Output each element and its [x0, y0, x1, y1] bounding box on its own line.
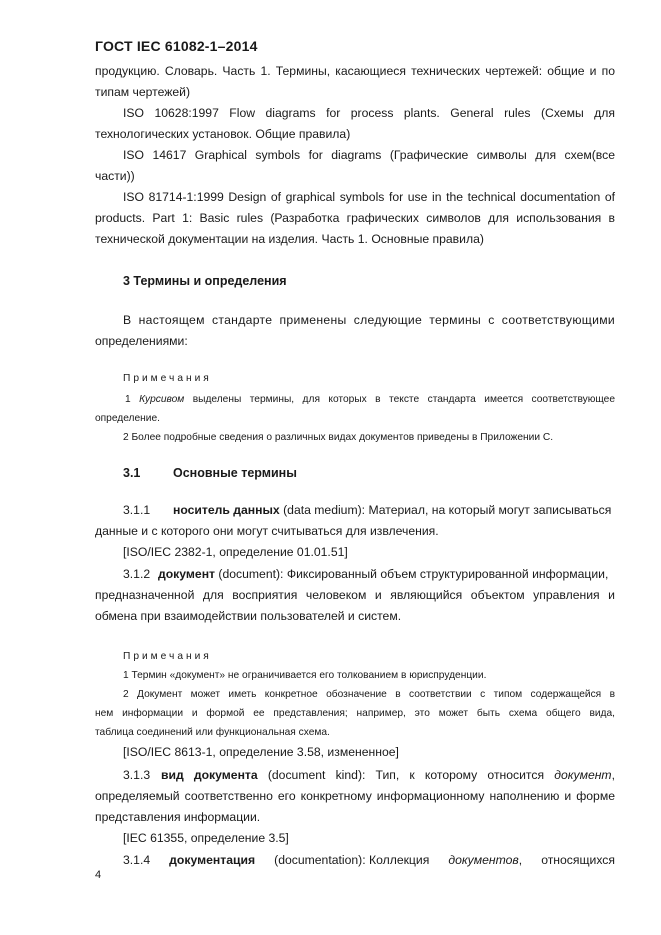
term-3-1-1-term: носитель данных: [173, 503, 280, 517]
term-3-1-2-line-3: обмена при взаимодействии пользователей и систем.: [95, 609, 402, 623]
term-3-1-2-line-1: [95, 564, 615, 585]
ref-3-line-2: части)): [95, 169, 135, 183]
section-3-intro-line-1: В настоящем стандарте применены следующие термины с соответствующими: [123, 313, 615, 327]
term-3-1-4-italic: документов: [448, 853, 519, 867]
ref-4-line-2: products. Part 1: Basic rules (Разработка графических символов для использования в: [95, 211, 615, 225]
ref-4-line-1: ISO 81714-1:1999 Design of graphical symbols for use in the technical documentation of: [123, 190, 615, 204]
term-3-1-3-number: 3.1.3: [123, 768, 151, 782]
term-3-1-2-rest: (document): Фиксированный объем структурированной информации,: [215, 567, 609, 581]
ref-4-line-3: технической документации на изделия. Часть 1. Основные правила): [95, 232, 484, 246]
term-3-1-3-term: вид документа: [161, 768, 258, 782]
document-header: ГОСТ IEC 61082-1–2014: [95, 38, 258, 54]
notes-2-item-1: 1 Термин «документ» не ограничивается его толкованием в юриспруденции.: [123, 670, 487, 681]
notes-2-source: [ISO/IEC 8613-1, определение 3.58, измененное]: [123, 745, 399, 759]
ref-3-line-1: ISO 14617 Graphical symbols for diagrams (Графические символы для схем(все: [123, 148, 615, 162]
term-3-1-3-mid: (document kind): Тип, к которому относится: [257, 768, 555, 782]
notes-2-item-2-line-3: таблица соединений или функциональная схема.: [95, 727, 330, 738]
term-3-1-1-rest: (data medium): Материал, на который могут записываться: [279, 503, 612, 517]
term-3-1-4-number: 3.1.4: [123, 853, 151, 867]
section-3-intro-line-2: определениями:: [95, 334, 188, 348]
term-3-1-4-tail: документов,: [448, 853, 523, 867]
term-3-1-1-line-1: [95, 500, 615, 521]
term-3-1-4-term: документация: [169, 853, 256, 867]
ref-1-line-1: продукцию. Словарь. Часть 1. Термины, касающиеся технических чертежей: общие и по: [95, 64, 615, 78]
notes-1-label: Примечания: [123, 373, 212, 384]
term-3-1-4-mid: (documentation): Коллекция: [274, 853, 430, 867]
notes-1-item-1-prefix: 1: [125, 394, 140, 405]
term-3-1-4-end: относящихся: [541, 853, 615, 867]
term-3-1-1-number: 3.1.1: [123, 503, 151, 517]
term-3-1-4-line-1: [95, 850, 615, 871]
notes-2-item-2-line-2: нем информации и формой ее представления; например, это может быть схема общего вида,: [95, 708, 615, 719]
term-3-1-3-line-2: определяемый соответственно его конкретному информационному наполнению и форме: [95, 789, 615, 803]
notes-1-item-1-line-1: [95, 390, 615, 410]
term-3-1-1-source: [ISO/IEC 2382-1, определение 01.01.51]: [123, 545, 348, 559]
ref-1-line-2: типам чертежей): [95, 85, 191, 99]
notes-1-item-1-rest: выделены термины, для которых в тексте стандарта имеется соответствующее: [184, 394, 615, 405]
term-3-1-2-term: документ: [158, 567, 216, 581]
notes-1-item-2: 2 Более подробные сведения о различных видах документов приведены в Приложении С.: [123, 432, 554, 443]
subsection-3-1-number: 3.1: [123, 466, 141, 480]
term-3-1-2-number: 3.1.2: [123, 567, 151, 581]
notes-2-item-2-line-1: 2 Документ может иметь конкретное обозначение в соответствии с типом содержащейся в: [123, 689, 615, 700]
notes-1-item-1-line-2: определение.: [95, 413, 160, 424]
notes-2-label: Примечания: [123, 651, 212, 662]
subsection-3-1-heading: [95, 463, 643, 484]
ref-2-line-1: ISO 10628:1997 Flow diagrams for process plants. General rules (Схемы для: [123, 106, 615, 120]
ref-2-line-2: технологических установок. Общие правила): [95, 127, 351, 141]
term-3-1-2-line-2: предназначенной для восприятия человеком и являющийся объектом управления и: [95, 588, 615, 602]
term-3-1-3-italic: документ: [554, 768, 612, 782]
section-3-title: 3 Термины и определения: [123, 274, 287, 288]
subsection-3-1-title: Основные термины: [173, 466, 297, 480]
term-3-1-3-line-3: представления информации.: [95, 810, 261, 824]
term-3-1-1-line-2: данные и с которого они могут считываться для извлечения.: [95, 524, 439, 538]
page-number: 4: [95, 869, 102, 881]
term-3-1-3-line-1: [95, 765, 615, 786]
term-3-1-3-end: ,: [611, 768, 615, 782]
notes-1-item-1-italic: Курсивом: [139, 394, 185, 405]
term-3-1-3-source: [IEC 61355, определение 3.5]: [123, 831, 289, 845]
